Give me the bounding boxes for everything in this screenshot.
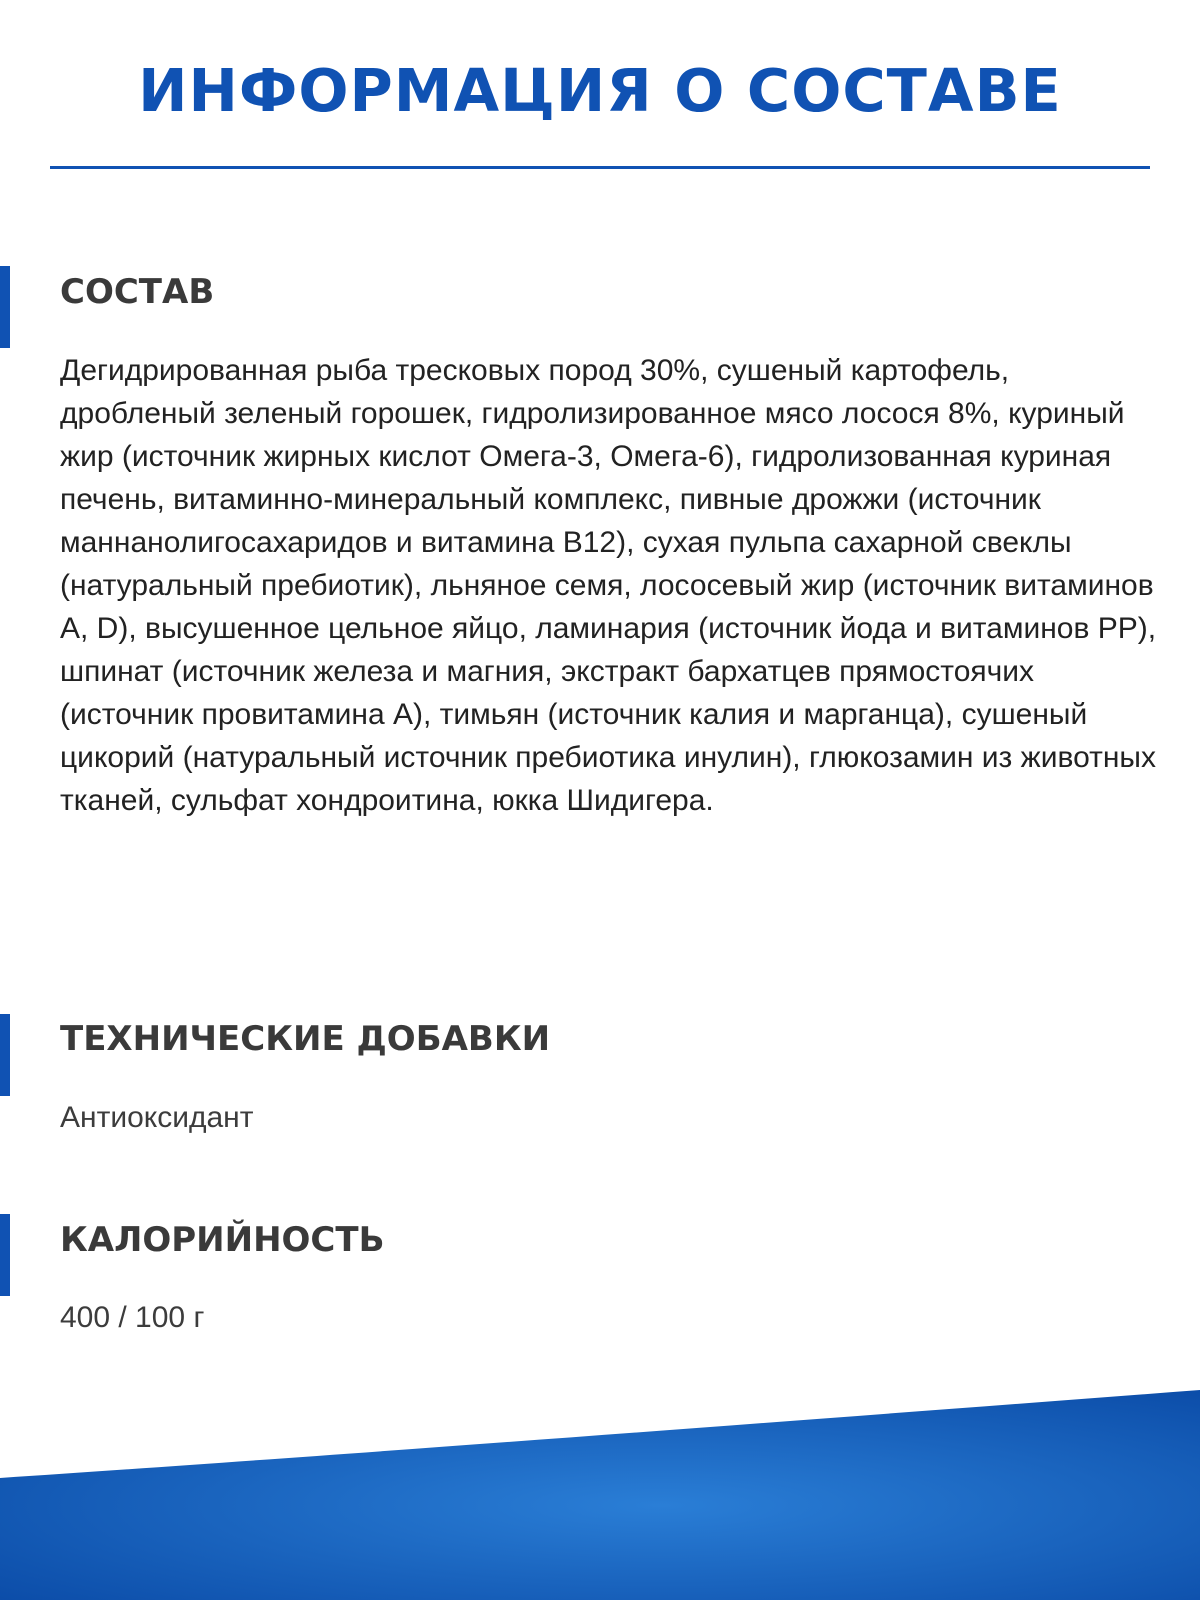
additives-text: Антиоксидант [60, 1101, 254, 1134]
section-heading-composition: СОСТАВ [60, 272, 215, 312]
section-heading-calories: КАЛОРИЙНОСТЬ [60, 1220, 385, 1260]
section-accent-bar [0, 266, 10, 348]
section-accent-bar [0, 1014, 10, 1096]
footer-wave [0, 1390, 1200, 1600]
title-divider [50, 166, 1150, 169]
section-accent-bar [0, 1214, 10, 1296]
composition-text: Дегидрированная рыба тресковых пород 30%, сушеный картофель, дробленый зеленый горошек, гидролизированное мясо лосося 8%, куриный жир (источник жирных кислот Омега-3, Омега-6), гидролизованная куриная печень, витаминно-минеральный комплекс, пивные дрожжи (источник маннанолигосахаридов и витамина B12), сухая пульпа сахарной свеклы (натуральный пребиотик), льняное семя, лососевый жир (источник витаминов A, D), высушенное цельное яйцо, ламинария (источник йода и витаминов PP), шпинат (источник железа и магния, экстракт бархатцев прямостоячих (источник провитамина A), тимьян (источник калия и марганца), сушеный цикорий (натуральный источник пребиотика инулин), глюкозамин из животных тканей, сульфат хондроитина, юкка Шидигера. [60, 354, 1157, 817]
section-heading-additives: ТЕХНИЧЕСКИЕ ДОБАВКИ [60, 1019, 551, 1059]
page-title: ИНФОРМАЦИЯ О СОСТАВЕ [138, 56, 1062, 125]
calories-value: 400 / 100 г [60, 1301, 205, 1334]
